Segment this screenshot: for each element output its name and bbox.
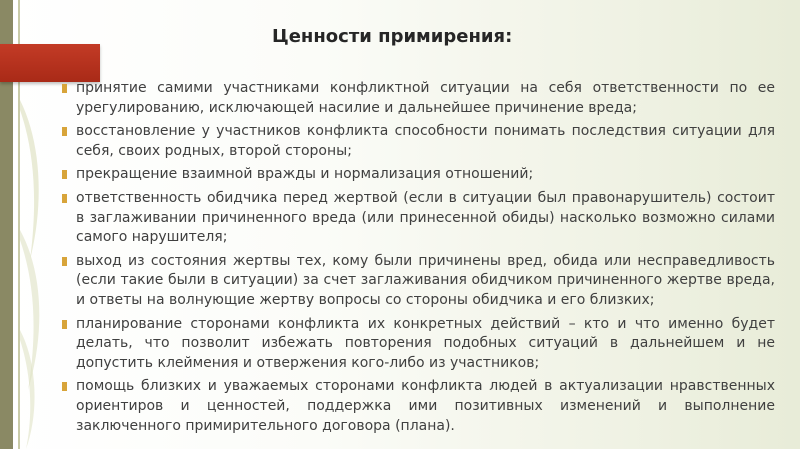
red-accent-tab [0, 44, 100, 82]
list-item [62, 189, 775, 248]
list-item-text: прекращение взаимной вражды и нормализация отношений; [76, 166, 534, 183]
list-item [62, 79, 775, 118]
list-item [62, 377, 775, 436]
bullet-icon [62, 84, 67, 93]
list-item-text: выход из состояния жертвы тех, кому были причинены вред, обида или несправедливость (если такие были в ситуации) за счет заглаживания обидчиком причиненного жертве вреда, и ответы на волнующие жертву вопросы со стороны обидчика и его близких; [76, 252, 775, 308]
list-item [62, 315, 775, 374]
list-item-text: принятие самими участниками конфликтной ситуации на себя ответственности по ее урегулированию, исключающей насилие и дальнейшее причинение вреда; [76, 80, 775, 116]
list-item-text: помощь близких и уважаемых сторонами конфликта людей в актуализации нравственных ориентиров и ценностей, поддержка ими позитивных изменений и выполнение заключенного примирительного договора (плана). [76, 378, 775, 434]
bullet-icon [62, 257, 67, 266]
bullet-list [62, 79, 775, 440]
list-item [62, 165, 775, 185]
list-item [62, 122, 775, 161]
list-item-text: ответственность обидчика перед жертвой (если в ситуации был правонарушитель) состоит в заглаживании причиненного вреда (или принесенной обиды) насколько возможно силами самого нарушителя; [76, 189, 775, 246]
bullet-icon [62, 194, 67, 203]
bullet-icon [62, 127, 67, 136]
bullet-icon [62, 382, 67, 391]
list-item-text: планирование сторонами конфликта их конкретных действий – кто и что именно будет делать, что позволит избежать повторения подобных ситуаций в дальнейшем и не допустить клеймения и отвержения кого-либо из участников; [76, 315, 775, 371]
bullet-icon [62, 320, 67, 329]
list-item [62, 252, 775, 311]
list-item-text: восстановление у участников конфликта способности понимать последствия ситуации для себя, своих родных, второй стороны; [76, 123, 775, 159]
slide-title: Ценности примирения: [272, 26, 513, 47]
bullet-icon [62, 170, 67, 179]
